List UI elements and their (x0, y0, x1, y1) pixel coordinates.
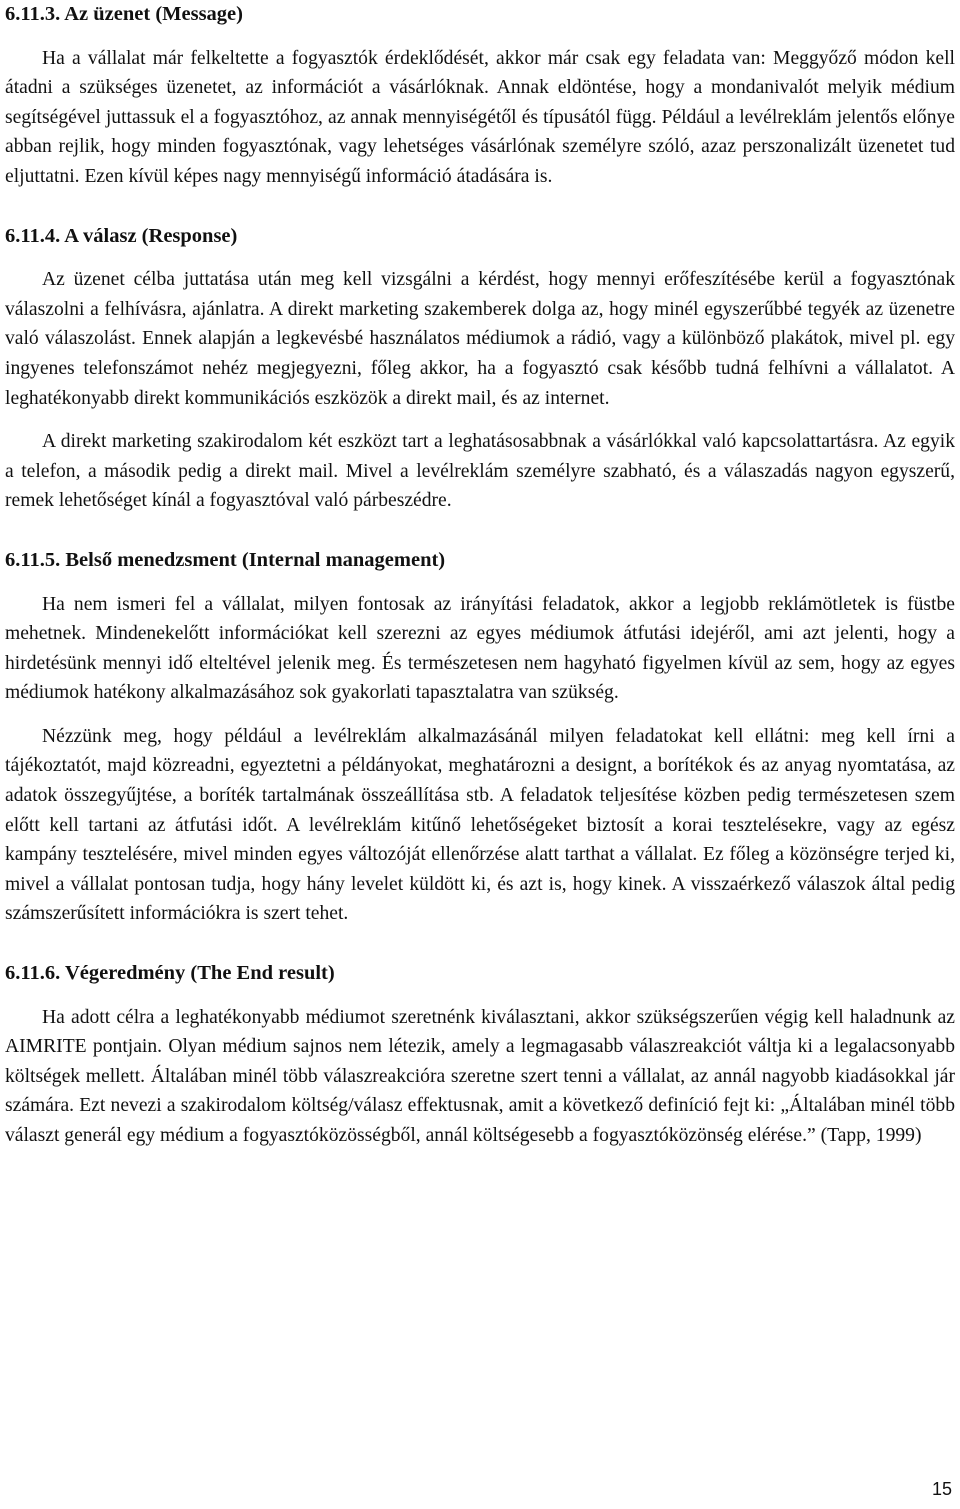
paragraph: Ha a vállalat már felkeltette a fogyasztók érdeklődését, akkor már csak egy feladata van: Meggyőző módon kell átadni a szükséges üzenetet, az információt a vásárlóknak. Annak eldöntése, hogy a mondanivalót melyik médium segítségével juttassuk el a fogyasztóhoz, az annak mennyiségétől és típusától függ. Például a levélreklám jelentős előnye abban rejlik, hogy minden fogyasztónak, vagy lehetséges vásárlónak személyre szóló, azaz perszonalizált üzenetet tud eljuttatni. Ezen kívül képes nagy mennyiségű információ átadására is. (5, 47, 955, 187)
section-6-11-5 (5, 546, 955, 929)
section-heading: 6.11.6. Végeredmény (The End result) (5, 962, 335, 985)
paragraph: A direkt marketing szakirodalom két eszközt tart a leghatásosabbnak a vásárlókkal való kapcsolattartásra. Az egyik a telefon, a második pedig a direkt mail. Mivel a levélreklám személyre szabható, és a válaszadás nagyon egyszerű, remek lehetőséget kínál a fogyasztóval való párbeszédre. (5, 431, 955, 512)
section-heading: 6.11.3. Az üzenet (Message) (5, 3, 243, 25)
paragraph: Nézzünk meg, hogy például a levélreklám alkalmazásánál milyen feladatokat kell ellátni: meg kell írni a tájékoztatót, majd közreadni, egyeztetni a példányokat, meghatározni a designt, a borítékok és az anyag nyomtatása, az adatok összegyűjtése, a boríték tartalmának összeállítása stb. A feladatok teljesítése közben pedig természetesen szem előtt kell tartani az átfutási időt. A levélreklám kitűnő lehetőségeket biztosít a korai tesztelésekre, vagy az egész kampány tesztelésére, mivel minden egyes változóját ellenőrzése alatt tarthat a vállalat. Ez főleg a közönségre terjed ki, mivel a vállalat pontosan tudja, hogy hány levelet küldött ki, és azt is, hogy kinek. A visszaérkező válaszok által pedig számszerűsített információkra is szert tehet. (5, 725, 955, 925)
paragraph: Ha nem ismeri fel a vállalat, milyen fontosak az irányítási feladatok, akkor a legjobb reklámötletek is füstbe mehetnek. Mindenekelőtt információkat kell szerezni az egyes médiumok átfutási idejéről, ami azt jelenti, hogy a hirdetésünk mennyi idő elteltével jelenik meg. És természetesen nem hagyható figyelmen kívül az sem, hogy az egyes médiumok hatékony alkalmazásához sok gyakorlati tapasztalatra van szükség. (5, 593, 955, 704)
paragraph: Az üzenet célba juttatása után meg kell vizsgálni a kérdést, hogy mennyi erőfeszítésébe kerül a fogyasztónak válaszolni a felhívásra, ajánlatra. A direkt marketing szakemberek dolga az, hogy minél egyszerűbbé tegyék az üzenetre való válaszolást. Ennek alapján a legkevésbé használatos médiumok a rádió, vagy a különböző plakátok, mivel pl. egy ingyenes telefonszámot nehéz megjegyezni, főleg akkor, ha a fogyasztó csak később tudná felhívni a vállalatot. A leghatékonyabb direkt kommunikációs eszközök a direkt mail, és az internet. (5, 269, 955, 409)
section-6-11-6 (5, 959, 955, 1151)
paragraph: Ha adott célra a leghatékonyabb médiumot szeretnénk kiválasztani, akkor szükségszerűen végig kell haladnunk az AIMRITE pontjain. Olyan médium sajnos nem létezik, amely a legmagasabb válaszreakciót váltja ki a legalacsonyabb költségek mellett. Általában minél több válaszreakcióra szeretne szert tenni a vállalat, az annál nagyobb kiadásokkal jár számára. Ezt nevezi a szakirodalom költség/válasz effektusnak, amit a következő definíció fejt ki: „Általában minél több választ generál egy médium a fogyasztóközösségből, annál költségesebb a fogyasztóközönség elérése.” (Tapp, 1999) (5, 1006, 955, 1146)
section-heading: 6.11.5. Belső menedzsment (Internal management) (5, 548, 446, 571)
section-6-11-4 (5, 222, 955, 516)
section-6-11-3 (5, 0, 955, 192)
page-number: 15 (931, 1479, 952, 1499)
section-heading: 6.11.4. A válasz (Response) (5, 224, 238, 247)
